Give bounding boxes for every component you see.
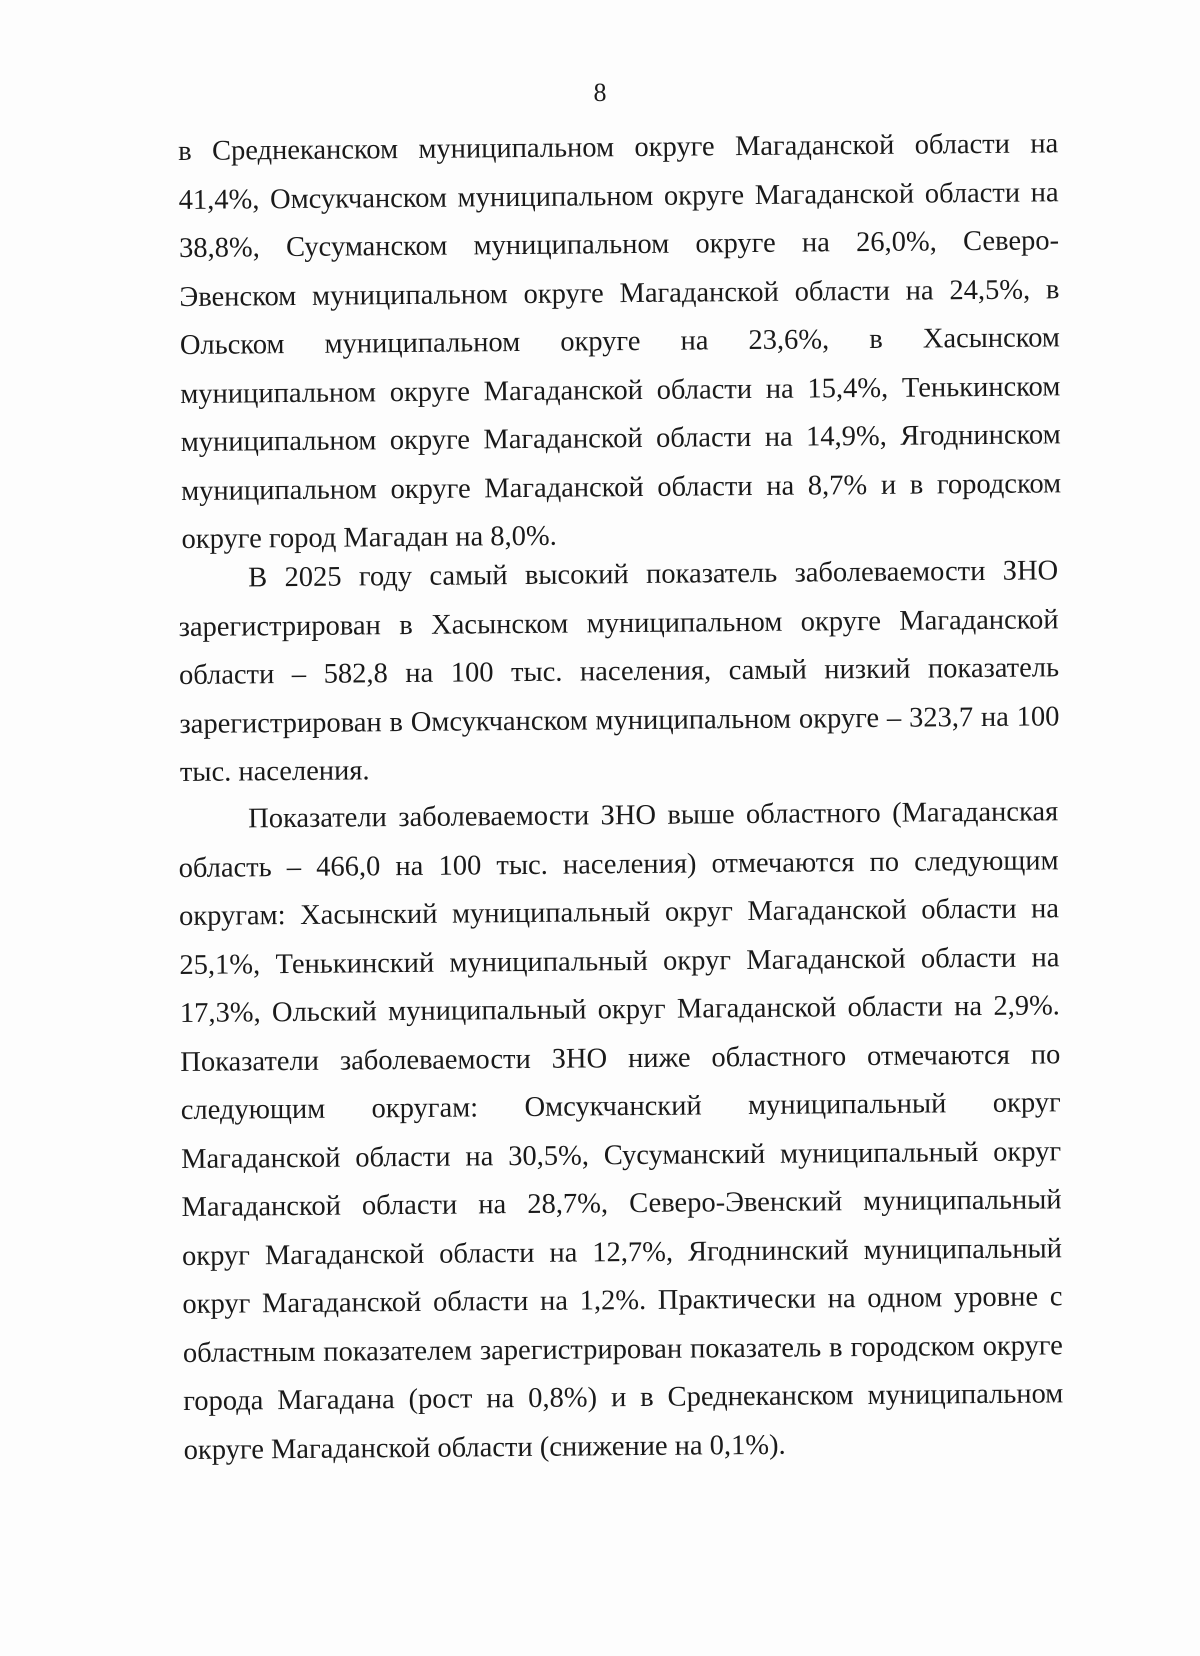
paragraph-incidence-comparison: Показатели заболеваемости ЗНО выше областного (Магаданская область – 466,0 на 100 тыс. населения) отмечаются по следующим округам: Хасынский муниципальный округ Магаданской области на 25,1%, Тенькинский муниципальный округ Магаданской области на 17,3%, Ольский муниципальный округ Магаданской области на 2,9%. Показатели заболеваемости ЗНО ниже областного отмечаются по следующим округам: Омсукчанский муниципальный округ Магаданской области на 30,5%, Сусуманский муниципальный округ Магаданской области на 28,7%, Северо-Эвенский муниципальный округ Магаданской области на 12,7%, Ягоднинский муниципальный округ Магаданской области на 1,2%. Практически на одном уровне с областным показателем зарегистрирован показатель в городском округе города Магадана (рост на 0,8%) и в Среднеканском муниципальном округе Магаданской области (снижение на 0,1%).	[178, 796, 1064, 1466]
page-number: 8	[593, 78, 607, 107]
paragraph-continuation: в Среднеканском муниципальном округе Магаданской области на 41,4%, Омсукчанском муниципальном округе Магаданской области на 38,8%, Сусуманском муниципальном округе на 26,0%, Северо-Эвенском муниципальном округе Магаданской области на 24,5%, в Ольском муниципальном округе на 23,6%, в Хасынском муниципальном округе Магаданской области на 15,4%, Тенькинском муниципальном округе Магаданской области на 14,9%, Ягоднинском муниципальном округе Магаданской области на 8,7% и в городском округе город Магадан на 8,0%.	[178, 128, 1062, 555]
paragraph-2-container	[178, 547, 1060, 797]
paragraph-3-container	[178, 788, 1064, 1475]
paragraph-incidence-extremes: В 2025 году самый высокий показатель заболеваемости ЗНО зарегистрирован в Хасынском муниципальном округе Магаданской области – 582,8 на 100 тыс. населения, самый низкий показатель зарегистрирован в Омсукчанском муниципальном округе – 323,7 на 100 тыс. населения.	[178, 555, 1060, 788]
paragraph-1-container	[178, 120, 1062, 564]
